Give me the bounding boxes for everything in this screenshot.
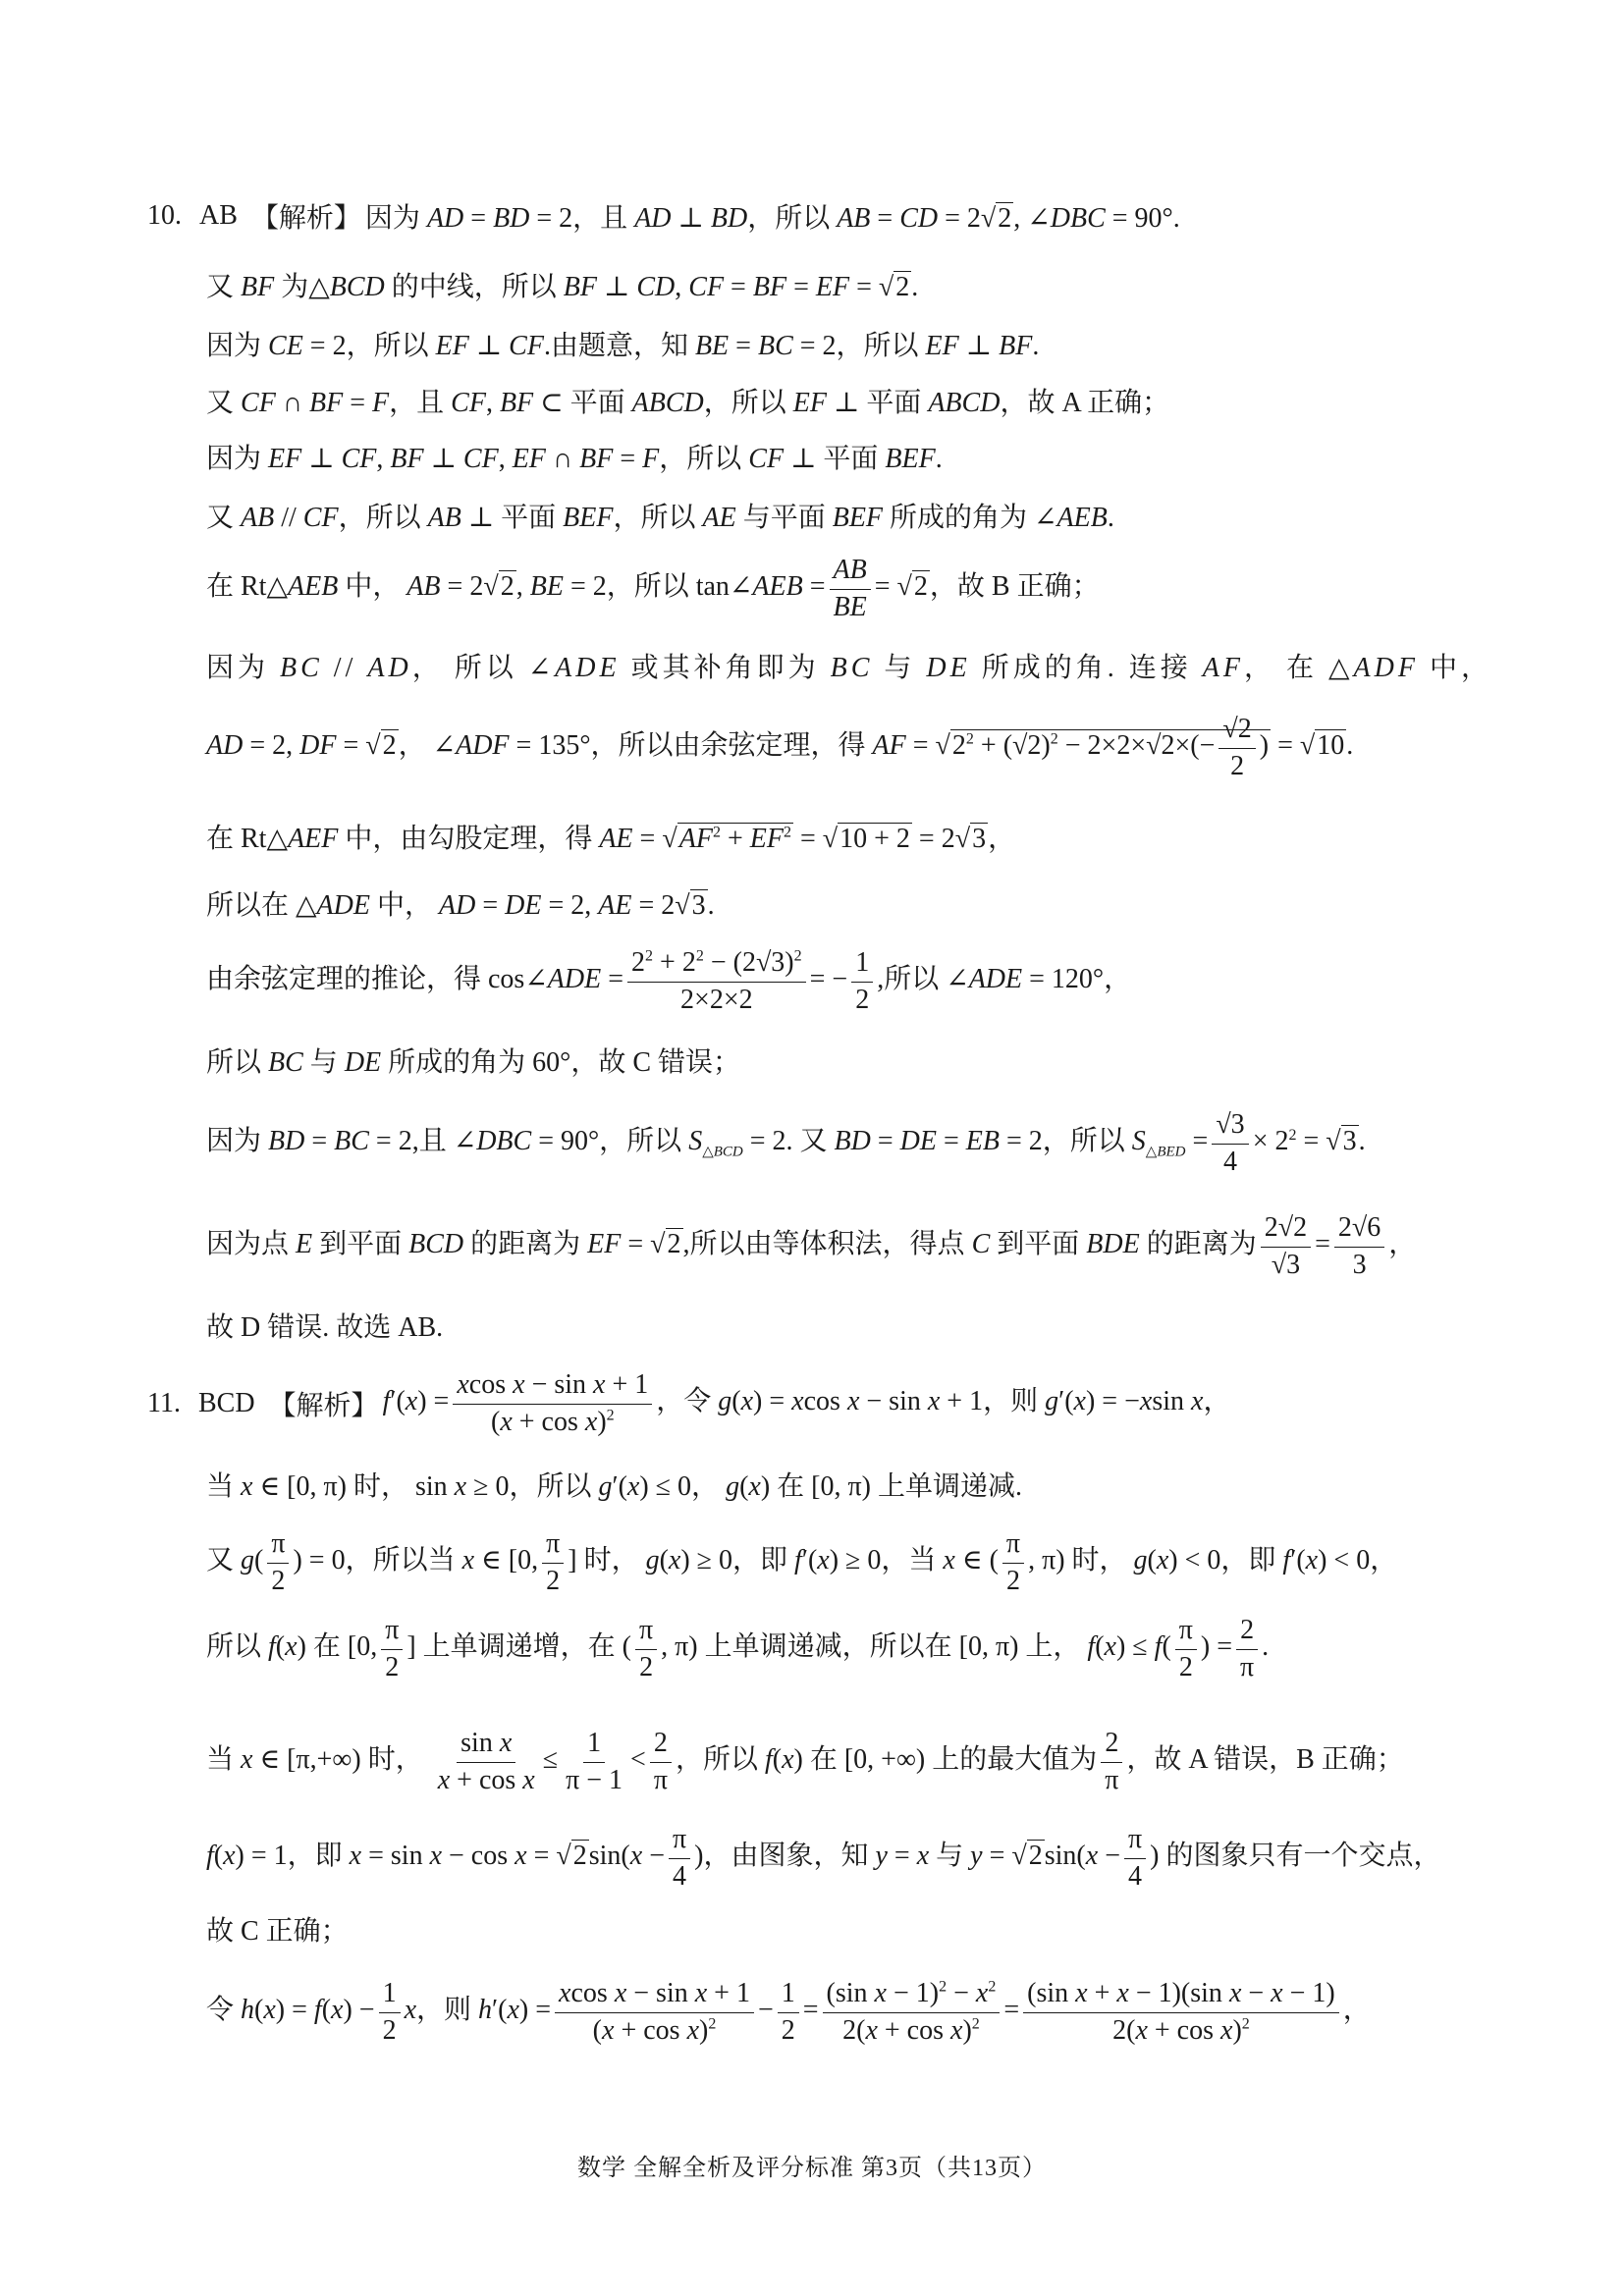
q10-line-2 xyxy=(206,255,918,314)
math-text: 又 BF 为△BCD 的中线，所以 BF ⊥ CD, CF = BF = EF = √2. xyxy=(206,272,919,302)
question-number: 11. xyxy=(147,1388,181,1418)
analysis-tag: 【解析】 xyxy=(268,1391,379,1421)
math-text: 当 x ∈ [0, π) 时， sin x ≥ 0，所以 g′(x) ≤ 0， g(x) 在 [0, π) 上单调递减. xyxy=(206,1471,1022,1502)
math-text: 因为 CE = 2，所以 EF ⊥ CF.由题意，知 BE = BC = 2，所以 EF ⊥ BF. xyxy=(206,331,1040,361)
math-text: AD = 2, DF = √2， ∠ADF = 135°，所以由余弦定理，得 AF = $√2^2 + (√2)^2 - 2\times 2\times√2\times(-$ $\frac{√2}{2}$ ) = √10. xyxy=(206,714,1354,781)
math-text: 因为点 E 到平面 BCD 的距离为 EF = √2,所以由等体积法，得点 C 到平面 BDE 的距离为 $\frac{2√2}{√3}$ = $\frac{2√6}{3}$ ， xyxy=(206,1212,1417,1280)
q10-line-11 xyxy=(206,874,715,933)
math-text: 因为 AD = BD = 2，且 AD ⊥ BD，所以 AB = CD = 2√2, ∠DBC = 90°. xyxy=(364,203,1180,234)
q11-line-3 xyxy=(206,1528,1398,1596)
q10-line-4 xyxy=(206,371,1169,430)
math-text: 因为 BD = BC = 2,且 ∠DBC = 90°，所以 $S_{\triangle BCD} = 2$. 又 BD = DE = EB = 2，所以 $S_{\triangle BED}$ = $\frac{√3}{4}$ × $2^2 = √3$. xyxy=(206,1109,1366,1177)
q11-line-5 xyxy=(206,1728,1404,1795)
analysis-tag: 【解析】 xyxy=(250,203,361,234)
math-text: 又 AB // CF，所以 AB ⊥ 平面 BEF，所以 AE 与平面 BEF 所成的角为 ∠AEB. xyxy=(206,503,1114,533)
q10-line-6 xyxy=(206,486,1114,545)
q10-line-16 xyxy=(206,1296,443,1355)
question-answer: AB xyxy=(199,200,238,231)
page-footer: 数学 全解全析及评分标准 第3页（共13页） xyxy=(577,2156,1047,2181)
q10-line-8 xyxy=(206,636,1492,695)
q10-line-14 xyxy=(206,1109,1366,1177)
math-text: 在 Rt△AEB 中， AB = 2√2, BE = 2，所以 tan∠AEB = $\frac{AB}{BE}$ = √2，故 B 正确； xyxy=(206,555,1100,622)
math-text: 所以在 △ADE 中， AD = DE = 2, AE = 2√3. xyxy=(206,890,715,921)
math-text: 因为 EF ⊥ CF, BF ⊥ CF, EF ∩ BF = F，所以 CF ⊥ 平面 BEF. xyxy=(206,444,943,474)
q11-line-2 xyxy=(206,1455,1022,1514)
q11-line-8 xyxy=(206,1978,1371,2046)
question-number: 10. xyxy=(147,200,182,231)
math-text: 所以 f(x) 在 [0, $\frac{\pi}{2}$ ] 上单调递增，在 ( $\frac{\pi}{2}$ , π) 上单调递减，所以在 [0, π) 上， f(x) ≤ f( $\frac{\pi}{2}$ ) = $\frac{2}{\pi}$ . xyxy=(206,1615,1270,1682)
q10-line-9 xyxy=(206,714,1354,781)
q10-line-3 xyxy=(206,314,1039,373)
math-text: 在 Rt△AEF 中，由勾股定理，得 AE = $√AF^2 + EF^2 = √10 + 2 = 2√3$， xyxy=(206,824,1016,854)
math-text: f′(x) = $\frac{\text{xcos x − sin x + 1}}{(x + \cos x)^2}$ ，令 g(x) = xcos x − sin x + 1，则 g′(x) = −xsin x， xyxy=(382,1369,1231,1437)
math-text: 又 g( $\frac{\pi}{2}$ ) = 0，所以当 x ∈ [0, $\frac{\pi}{2}$ ] 时， g(x) ≥ 0，即 f′(x) ≥ 0，当 x ∈ ( $\frac{\pi}{2}$ , π) 时， g(x) < 0，即 f′(x) < 0， xyxy=(206,1528,1398,1596)
q10-line-7 xyxy=(206,555,1100,622)
q11-line-4 xyxy=(206,1615,1270,1682)
q10-line-10 xyxy=(206,807,1015,866)
math-text: 当 x ∈ [π,+∞) 时， $\frac{\text{sin x}}{\text{x + cos x}}$ ≤ $\frac{1}{\pi - 1}$ < $\frac{2}{\pi}$ ，所以 f(x) 在 [0, +∞) 上的最大值为 $\frac{2}{\pi}$ ，故 A 错误，B 正确； xyxy=(206,1728,1404,1795)
q10-line-1 xyxy=(147,187,1180,245)
math-text: 所以 BC 与 DE 所成的角为 60°，故 C 错误； xyxy=(206,1047,741,1078)
q10-line-12 xyxy=(206,947,1132,1015)
math-text: 由余弦定理的推论，得 cos∠ADE = $\frac{2^2 + 2^2 - (2√3)^2}{2\times 2\times 2}$ = − $\frac{1}{2}$ ,所以 ∠ADE = 120°， xyxy=(206,947,1132,1015)
q11-line-7 xyxy=(206,1899,349,1958)
question-answer: BCD xyxy=(197,1388,255,1418)
q10-line-13 xyxy=(206,1031,740,1090)
q10-line-5 xyxy=(206,427,943,486)
math-text: f(x) = 1，即 x = sin x − cos x = √2sin(x − $\frac{\pi}{4}$ )，由图象，知 y = x 与 y = √2sin(x − $\frac{\pi}{4}$ ) 的图象只有一个交点， xyxy=(206,1824,1441,1892)
math-text: 令 h(x) = f(x) − $\frac{1}{2}$ x，则 h′(x) = $\frac{\text{xcos x − sin x + 1}}{(x + \cos x)^2}$ − $\frac{1}{2}$ = $\frac{(\sin x - 1)^2 - x^2}{2(x + \cos x)^2}$ = $\frac{\text{(sin x + x − 1)(sin x − x − 1)}}{2(x + \cos x)^2}$ ， xyxy=(206,1978,1371,2046)
math-text: 又 CF ∩ BF = F，且 CF, BF ⊂ 平面 ABCD，所以 EF ⊥ 平面 ABCD，故 A 正确； xyxy=(206,388,1170,418)
math-text: 故 D 错误. 故选 AB. xyxy=(206,1312,444,1343)
q11-line-1 xyxy=(147,1369,1231,1437)
q11-line-6 xyxy=(206,1824,1441,1892)
math-text: 因为 BC // AD， 所以 ∠ADE 或其补角即为 BC 与 DE 所成的角. 连接 AF， 在 △ADF 中， xyxy=(206,653,1492,683)
math-text: 故 C 正确； xyxy=(206,1916,349,1947)
q10-line-15 xyxy=(206,1212,1417,1280)
